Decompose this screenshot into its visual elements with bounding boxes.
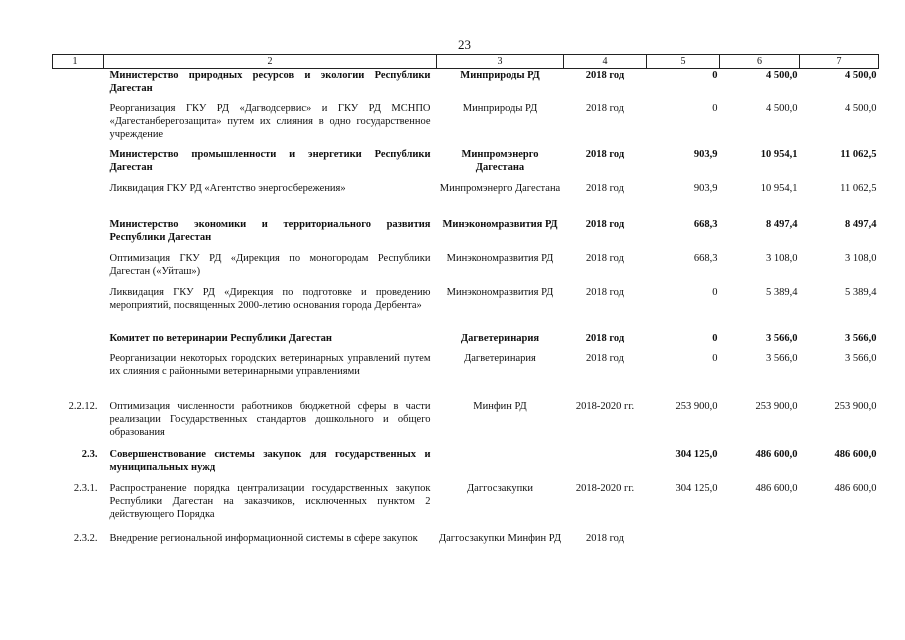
executor: Дагветеринария: [464, 352, 536, 364]
table-row: [53, 148, 879, 182]
item-number: [53, 218, 104, 252]
item-number: [53, 286, 104, 332]
item-description: Министерство природных ресурсов и экологии Республики Дагестан: [109, 70, 431, 94]
value-col-6: 4 500,0: [766, 70, 798, 81]
executor: Минэкономразвития РД: [442, 218, 558, 230]
value-col-5: 668,3: [693, 252, 718, 264]
value-col-7: [800, 532, 879, 566]
item-description: Реорганизация ГКУ РД «Дагводсервис» и ГКУ РД МСНПО «Дагестанберегозащита» путем их слияния в одно государственное учреждение: [109, 102, 431, 140]
table-row: [53, 69, 879, 102]
value-col-5: 668,3: [693, 218, 718, 230]
value-col-6: 253 900,0: [755, 400, 798, 412]
value-col-5: 0: [712, 352, 718, 364]
item-description: Распространение порядка централизации государственных закупок Республики Дагестан на заказчиков, исключенных пунктом 2 действующего Порядка: [109, 482, 431, 520]
item-number: 2.3.2.: [73, 532, 98, 544]
value-col-7: 4 500,0: [845, 102, 877, 114]
item-description: Министерство промышленности и энергетики Республики Дагестан: [109, 148, 431, 173]
value-col-6: 486 600,0: [755, 448, 798, 460]
value-col-5: 304 125,0: [675, 448, 718, 460]
item-number: [53, 252, 104, 286]
value-col-7: 253 900,0: [834, 400, 877, 412]
executor: Минэкономразвития РД: [446, 286, 554, 298]
item-number: [53, 332, 104, 352]
item-number: 2.2.12.: [68, 400, 98, 412]
value-col-7: 5 389,4: [845, 286, 877, 298]
executor: Минпромэнерго Дагестана: [461, 148, 539, 173]
table-row: [53, 482, 879, 532]
table-row: [53, 252, 879, 286]
item-number: 2.3.1.: [73, 482, 98, 494]
value-col-6: 8 497,4: [766, 218, 798, 230]
value-col-7: 4 500,0: [845, 70, 877, 81]
value-col-5: 903,9: [693, 182, 718, 194]
value-col-5: [647, 532, 720, 566]
item-number: [53, 148, 104, 182]
table-row: [53, 352, 879, 400]
period: 2018 год: [586, 532, 624, 544]
table-row: [53, 400, 879, 448]
value-col-6: [720, 532, 800, 566]
period: 2018 год: [585, 70, 625, 81]
value-col-6: 3 566,0: [766, 352, 798, 364]
value-col-7: 3 566,0: [845, 352, 877, 364]
value-col-7: 8 497,4: [845, 218, 877, 230]
item-number: [53, 182, 104, 218]
value-col-7: 11 062,5: [840, 182, 877, 194]
executor: Минфин РД: [473, 400, 527, 412]
column-number: 6: [720, 55, 800, 69]
column-number: 4: [564, 55, 647, 69]
value-col-7: 3 108,0: [845, 252, 877, 264]
value-col-7: 11 062,5: [840, 148, 877, 160]
value-col-6: 3 108,0: [766, 252, 798, 264]
value-col-5: 0: [712, 70, 718, 81]
period: [564, 448, 647, 482]
measures-table: [52, 54, 879, 566]
value-col-6: 4 500,0: [766, 102, 798, 114]
item-number: 2.3.: [81, 448, 98, 460]
period: 2018 год: [586, 286, 624, 298]
period: 2018 год: [585, 332, 625, 344]
period: 2018 год: [585, 218, 625, 230]
value-col-6: 3 566,0: [766, 332, 798, 344]
value-col-7: 3 566,0: [845, 332, 877, 344]
value-col-5: 0: [712, 332, 718, 344]
value-col-6: 5 389,4: [766, 286, 798, 298]
column-number: 3: [437, 55, 564, 69]
column-number: 7: [800, 55, 879, 69]
period: 2018-2020 гг.: [575, 400, 635, 412]
item-number: [53, 102, 104, 148]
column-number: 2: [104, 55, 437, 69]
executor: Минприроды РД: [460, 70, 540, 81]
value-col-7: 486 600,0: [834, 482, 877, 494]
item-description: Ликвидация ГКУ РД «Агентство энергосбережения»: [109, 182, 346, 194]
table-row: [53, 332, 879, 352]
item-number: [53, 69, 104, 102]
value-col-6: 10 954,1: [760, 148, 798, 160]
period: 2018 год: [586, 252, 624, 264]
period: 2018 год: [585, 148, 625, 160]
value-col-5: 304 125,0: [675, 482, 718, 494]
table-row: [53, 218, 879, 252]
item-description: Совершенствование системы закупок для государственных и муниципальных нужд: [109, 448, 431, 473]
column-number: 5: [647, 55, 720, 69]
item-description: Министерство экономики и территориального развития Республики Дагестан: [109, 218, 431, 243]
item-description: Комитет по ветеринарии Республики Дагестан: [109, 332, 332, 344]
table-row: [53, 182, 879, 218]
period: 2018 год: [586, 352, 624, 364]
table-row: [53, 286, 879, 332]
item-description: Внедрение региональной информационной системы в сфере закупок: [109, 532, 418, 544]
item-description: Оптимизация численности работников бюджетной сферы в части реализации Государственных стандартов дошкольного и общего образования: [109, 400, 431, 438]
period: 2018 год: [586, 182, 624, 194]
executor: Минприроды РД: [462, 102, 538, 114]
table-row: [53, 448, 879, 482]
table-row: [53, 102, 879, 148]
item-description: Оптимизация ГКУ РД «Дирекция по моногородам Республики Дагестан («Уйташ»): [109, 252, 431, 277]
executor: Даггосзакупки Минфин РД: [438, 532, 562, 544]
value-col-5: 0: [712, 286, 718, 298]
executor: Минпромэнерго Дагестана: [439, 182, 561, 194]
item-description: Ликвидация ГКУ РД «Дирекция по подготовке и проведению мероприятий, посвященных 2000-летию основания города Дербента»: [109, 286, 431, 311]
value-col-6: 486 600,0: [755, 482, 798, 494]
item-number: [53, 352, 104, 400]
item-description: Реорганизации некоторых городских ветеринарных управлений путем их слияния с районными ветеринарными управлениями: [109, 352, 431, 377]
period: 2018-2020 гг.: [575, 482, 635, 494]
value-col-5: 0: [712, 102, 718, 114]
executor: Минэкономразвития РД: [446, 252, 554, 264]
page-number: 23: [458, 37, 471, 52]
executor: [437, 448, 564, 482]
period: 2018 год: [586, 102, 624, 114]
column-number: 1: [53, 55, 104, 69]
value-col-7: 486 600,0: [834, 448, 877, 460]
value-col-6: 10 954,1: [760, 182, 798, 194]
executor: Даггосзакупки: [467, 482, 533, 494]
executor: Дагветеринария: [460, 332, 540, 344]
value-col-5: 253 900,0: [675, 400, 718, 412]
table-row: [53, 532, 879, 566]
value-col-5: 903,9: [693, 148, 718, 160]
column-number-row: [53, 55, 879, 69]
